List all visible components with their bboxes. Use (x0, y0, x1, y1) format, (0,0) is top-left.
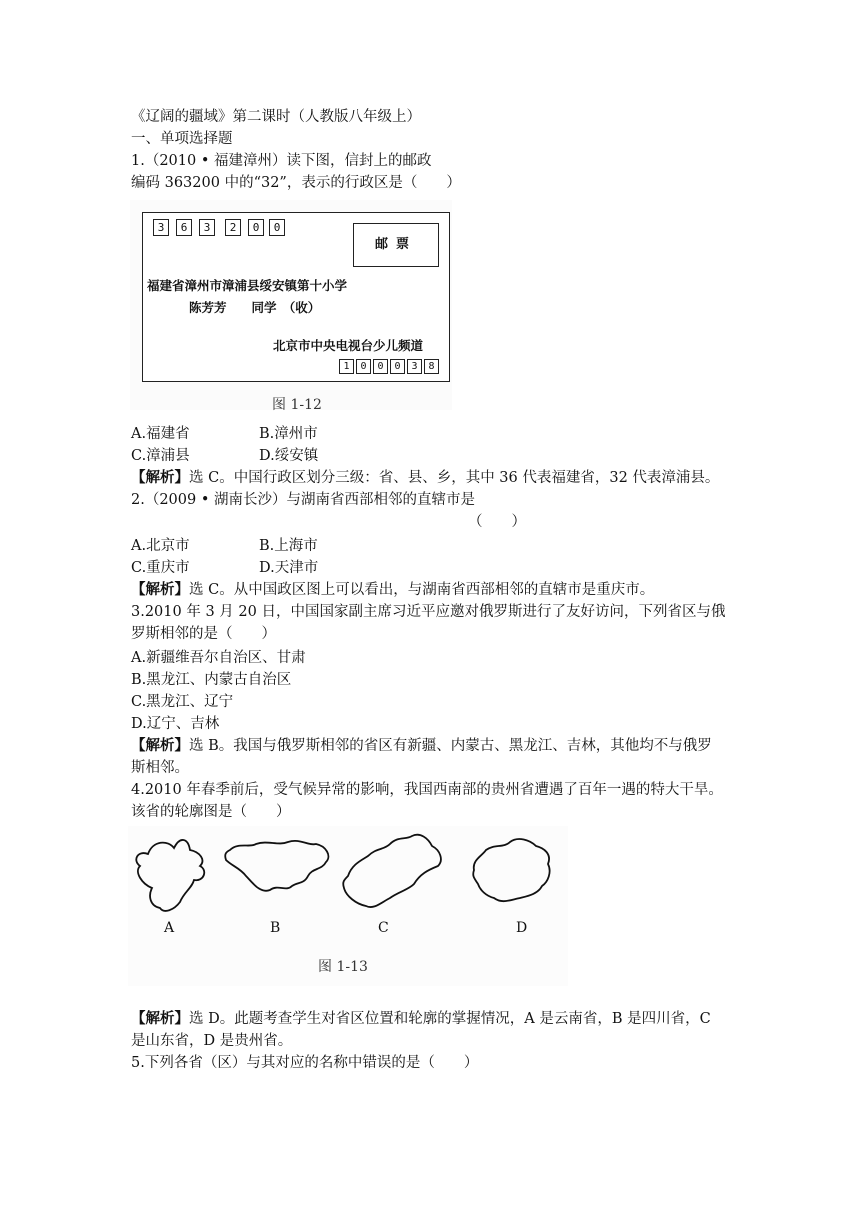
q2-stem: 2.（2009 • 湖南长沙）与湖南省西部相邻的直辖市是 (131, 492, 476, 508)
stamp-box: 邮票 (353, 223, 439, 267)
q2-answer-bracket: （ ） (468, 514, 526, 530)
sender-postcode-digit: 8 (424, 359, 439, 374)
q1-option-d: D.绥安镇 (259, 448, 319, 464)
sender-postcode-digit: 3 (407, 359, 422, 374)
q1-stem-line1: 1.（2010 • 福建漳州）读下图，信封上的邮政 (131, 153, 432, 169)
analysis-tag: 【解析】 (131, 1010, 189, 1027)
q2-option-d: D.天津市 (259, 560, 319, 576)
q3-stem-line1: 3.2010 年 3 月 20 日，中国国家副主席习近平应邀对俄罗斯进行了友好访问，下列省区与俄 (131, 604, 726, 620)
sender-postcode-digit: 0 (390, 359, 405, 374)
envelope-figure (130, 200, 452, 413)
q1-option-b: B.漳州市 (259, 426, 318, 442)
envelope (142, 212, 450, 382)
outline-label-d: D (516, 920, 528, 936)
q3-option-a: A.新疆维吾尔自治区、甘肃 (131, 650, 306, 666)
q4-analysis-line1 (131, 1009, 711, 1029)
analysis-tag: 【解析】 (131, 469, 189, 486)
q3-analysis-line2: 斯相邻。 (131, 760, 189, 776)
q3-option-d: D.辽宁、吉林 (131, 716, 220, 732)
postcode-digit: 6 (176, 219, 192, 236)
postcode-digit: 0 (269, 219, 285, 236)
analysis-tag: 【解析】 (131, 581, 189, 598)
figure-caption: 图 1-12 (272, 397, 322, 413)
section-heading: 一、单项选择题 (131, 131, 233, 147)
postcode-digit: 3 (199, 219, 215, 236)
sender-address: 北京市中央电视台少儿频道 (273, 338, 424, 353)
sender-postcode-digit: 1 (339, 359, 354, 374)
q2-option-b: B.上海市 (259, 538, 318, 554)
q2-analysis (131, 580, 654, 600)
recipient-address: 福建省漳州市漳浦县绥安镇第十小学 (147, 278, 348, 293)
analysis-text: 选 B。我国与俄罗斯相邻的省区有新疆、内蒙古、黑龙江、吉林，其他均不与俄罗 (189, 738, 712, 754)
outline-label-b: B (270, 920, 281, 936)
analysis-text: 选 C。中国行政区划分三级：省、县、乡，其中 36 代表福建省，32 代表漳浦县。 (189, 470, 720, 486)
analysis-text: 选 D。此题考查学生对省区位置和轮廓的掌握情况，A 是云南省，B 是四川省，C (189, 1011, 711, 1027)
q5-stem: 5.下列各省（区）与其对应的名称中错误的是（ ） (131, 1055, 479, 1071)
q3-option-c: C.黑龙江、辽宁 (131, 694, 234, 710)
province-outline-c (343, 835, 441, 907)
outline-label-a: A (164, 920, 175, 936)
q2-option-a: A.北京市 (131, 538, 190, 554)
q2-option-c: C.重庆市 (131, 560, 190, 576)
q3-stem-line2: 罗斯相邻的是（ ） (131, 626, 276, 642)
postcode-digit: 2 (225, 219, 241, 236)
sender-postcode-digit: 0 (356, 359, 371, 374)
q1-stem-line2: 编码 363200 中的“32”，表示的行政区是（ ） (131, 175, 461, 191)
sender-postcode-digit: 0 (373, 359, 388, 374)
q1-analysis (131, 468, 719, 488)
doc-title: 《辽阔的疆域》第二课时（人教版八年级上） (131, 109, 421, 125)
q4-stem-line1: 4.2010 年春季前后，受气候异常的影响，我国西南部的贵州省遭遇了百年一遇的特大干旱。 (131, 782, 723, 798)
figure-caption: 图 1-13 (318, 959, 368, 975)
analysis-tag: 【解析】 (131, 737, 189, 754)
recipient-name: 陈芳芳 同学 （收） (189, 300, 321, 315)
analysis-text: 选 C。从中国政区图上可以看出，与湖南省西部相邻的直辖市是重庆市。 (189, 582, 655, 598)
q3-option-b: B.黑龙江、内蒙古自治区 (131, 672, 292, 688)
postcode-digit: 3 (153, 219, 169, 236)
outline-label-c: C (378, 920, 389, 936)
q4-stem-line2: 该省的轮廓图是（ ） (131, 804, 291, 820)
postcode-digit: 0 (248, 219, 264, 236)
q1-option-c: C.漳浦县 (131, 448, 190, 464)
q3-analysis-line1 (131, 736, 712, 756)
q4-analysis-line2: 是山东省，D 是贵州省。 (131, 1033, 293, 1049)
province-outline-a (136, 840, 204, 911)
province-outline-b (225, 841, 328, 891)
province-outline-d (473, 839, 549, 901)
province-outline-figure (128, 826, 568, 986)
q1-option-a: A.福建省 (131, 426, 190, 442)
